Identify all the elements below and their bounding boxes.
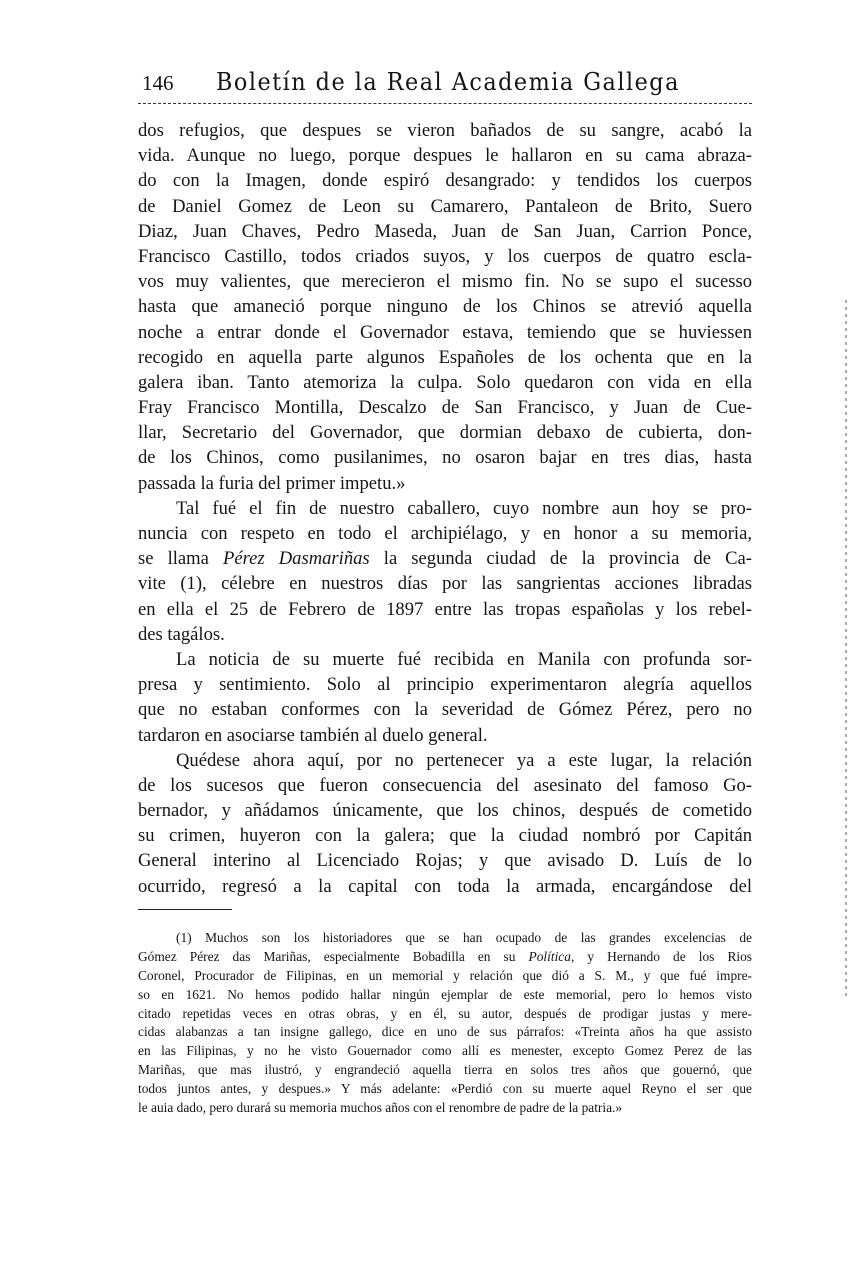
text-line: en ella el 25 de Febrero de 1897 entre las tropas españolas y los rebel- bbox=[138, 598, 752, 620]
text-line: Quédese ahora aquí, por no pertenecer ya a este lugar, la relación bbox=[176, 749, 752, 771]
text-line: vida. Aunque no luego, porque despues le hallaron en su cama abraza- bbox=[138, 145, 752, 167]
footnote-line: Mariñas, que mas ilustró, y engrandeció aquella tierra en solos tres años que gouernó, que bbox=[138, 1062, 752, 1078]
text-line: des tagálos. bbox=[138, 623, 225, 645]
text-line: General interino al Licenciado Rojas; y que avisado D. Luís de lo bbox=[138, 850, 752, 872]
footnote-line: cidas alabanzas a tan insigne gallego, dice en uno de sus párrafos: «Treinta años ha que assisto bbox=[138, 1024, 752, 1040]
text-line: nuncia con respeto en todo el archipiélago, y en honor a su memoria, bbox=[138, 523, 752, 544]
italic-text: Pérez Dasmariñas bbox=[223, 548, 370, 570]
text-line: noche a entrar donde el Governador estava, temiendo que se huviessen bbox=[138, 321, 752, 343]
text-line: Tal fué el fin de nuestro caballero, cuyo nombre aun hoy se pro- bbox=[176, 497, 752, 519]
text-line: presa y sentimiento. Solo al principio experimentaron alegría aquellos bbox=[138, 674, 752, 696]
text-line: su crimen, huyeron con la galera; que la ciudad nombró por Capitán bbox=[138, 825, 752, 847]
text-line: de los Chinos, como pusilanimes, no osaron bajar en tres dias, hasta bbox=[138, 447, 752, 469]
text-line: de los sucesos que fueron consecuencia del asesinato del famoso Go- bbox=[138, 774, 752, 796]
text-line: recogido en aquella parte algunos Españoles de los ochenta que en la bbox=[138, 346, 752, 368]
footnote-line: (1) Muchos son los historiadores que se han ocupado de las grandes excelencias de bbox=[176, 930, 752, 945]
italic-text: Política bbox=[528, 948, 571, 964]
scan-artifact bbox=[845, 300, 847, 1000]
text-segment: la segunda ciudad de la provincia de Ca- bbox=[369, 548, 752, 570]
header-rule bbox=[138, 103, 752, 104]
text-segment: , y Hernando de los Rios bbox=[570, 948, 752, 964]
text-line: dos refugios, que despues se vieron bañados de su sangre, acabó la bbox=[138, 120, 752, 141]
footnote bbox=[138, 929, 752, 1118]
footnote-line: Coronel, Procurador de Filipinas, en un memorial y relación que dió a S. M., y que fué impre- bbox=[138, 967, 752, 983]
text-segment: se llama bbox=[138, 548, 223, 570]
text-line: La noticia de su muerte fué recibida en Manila con profunda sor- bbox=[176, 648, 752, 670]
text-line: Fray Francisco Montilla, Descalzo de San Francisco, y Juan de Cue- bbox=[138, 397, 752, 419]
text-line: galera iban. Tanto atemoriza la culpa. Solo quedaron con vida en ella bbox=[138, 371, 752, 393]
footnote-separator bbox=[138, 909, 232, 910]
text-line: passada la furia del primer impetu.» bbox=[138, 472, 406, 494]
text-line: vos muy valientes, que merecieron el mismo fin. No se supo el sucesso bbox=[138, 271, 752, 293]
text-line: vite (1), célebre en nuestros días por las sangrientas acciones libradas bbox=[138, 573, 752, 595]
text-line bbox=[138, 546, 752, 571]
journal-title: Boletín de la Real Academia Gallega bbox=[216, 68, 680, 96]
text-line: Francisco Castillo, todos criados suyos, y los cuerpos de quatro escla- bbox=[138, 245, 752, 267]
text-line: ocurrido, regresó a la capital con toda la armada, encargándose del bbox=[138, 875, 752, 897]
footnote-line bbox=[138, 948, 752, 967]
text-segment: Gómez Pérez das Mariñas, especialmente Bobadilla en su bbox=[138, 948, 529, 964]
text-line: bernador, y añádamos únicamente, que los chinos, después de cometido bbox=[138, 800, 752, 822]
running-header bbox=[138, 68, 752, 98]
text-line: que no estaban conformes con la severidad de Gómez Pérez, pero no bbox=[138, 699, 752, 721]
footnote-line: so en 1621. No hemos podido hallar ningún ejemplar de este memorial, pero lo hemos visto bbox=[138, 986, 752, 1002]
footnote-line: le auia dado, pero durará su memoria muchos años con el renombre de padre de la patria.» bbox=[138, 1100, 623, 1116]
footnote-line: en las Filipinas, y no he visto Gouernador como allí es menester, excepto Gomez Perez de las bbox=[138, 1043, 752, 1059]
text-line: do con la Imagen, donde espiró desangrado: y tendidos los cuerpos bbox=[138, 170, 752, 192]
text-line: hasta que amaneció porque ninguno de los Chinos se atrevió aquella bbox=[138, 296, 752, 318]
body-text bbox=[138, 118, 752, 899]
text-line: de Daniel Gomez de Leon su Camarero, Pantaleon de Brito, Suero bbox=[138, 195, 752, 217]
text-line: Diaz, Juan Chaves, Pedro Maseda, Juan de San Juan, Carrion Ponce, bbox=[138, 220, 752, 242]
page-number: 146 bbox=[142, 71, 174, 95]
footnote-line: todos juntos antes, y despues.» Y más adelante: «Perdió con su muerte aquel Reyno el ser que bbox=[138, 1081, 752, 1097]
text-line: tardaron en asociarse también al duelo general. bbox=[138, 724, 488, 746]
text-line: llar, Secretario del Governador, que dormian debaxo de cubierta, don- bbox=[138, 422, 752, 444]
footnote-line: citado repetidas veces en otras obras, y en él, su autor, después de prodigar justas y mere- bbox=[138, 1005, 752, 1021]
